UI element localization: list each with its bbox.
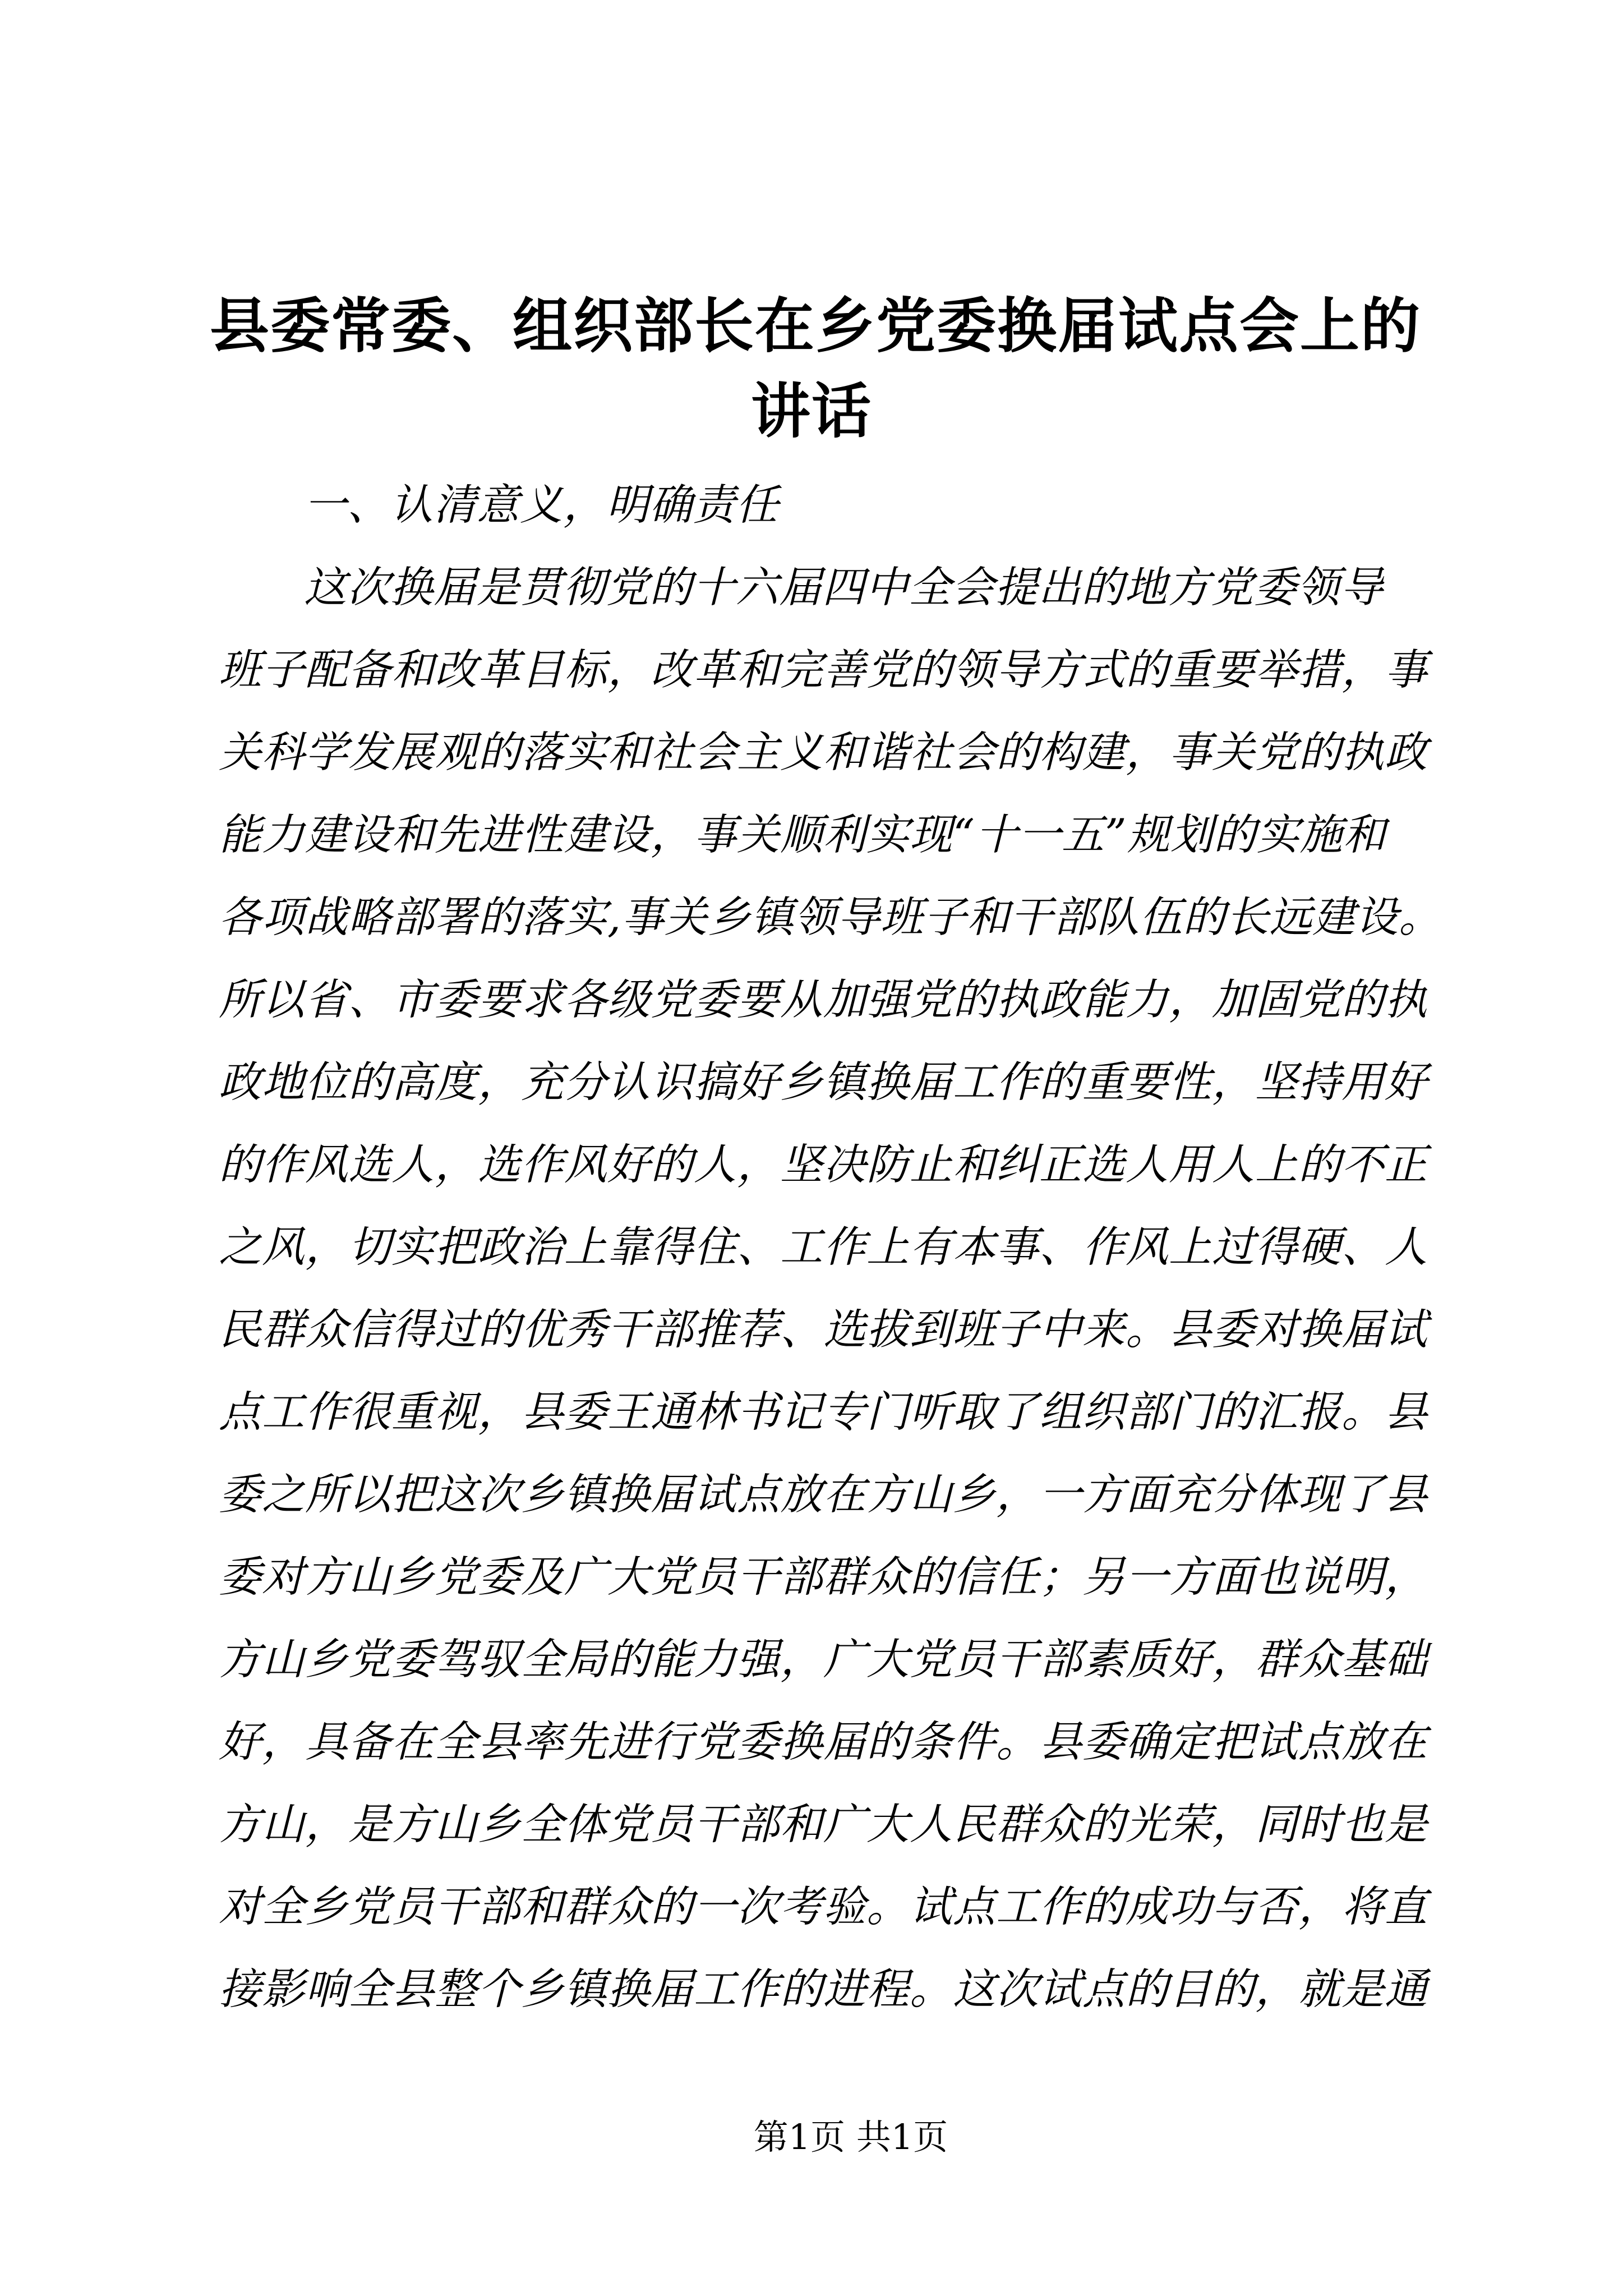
body-line: 关科学发展观的落实和社会主义和谐社会的构建，事关党的执政 bbox=[219, 727, 1428, 777]
body-line: 的作风选人，选作风好的人，坚决防止和纠正选人用人上的不正 bbox=[219, 1139, 1428, 1189]
body-line: 接影响全县整个乡镇换届工作的进程。这次试点的目的，就是通 bbox=[219, 1964, 1428, 2014]
body-line: 之风，切实把政治上靠得住、工作上有本事、作风上过得硬、人 bbox=[219, 1222, 1428, 1272]
section-heading: 一、认清意义，明确责任 bbox=[304, 480, 779, 530]
body-line: 各项战略部署的落实,事关乡镇领导班子和干部队伍的长远建设。 bbox=[219, 892, 1442, 942]
title-line-2: 讲话 bbox=[751, 376, 872, 446]
body-line: 班子配备和改革目标，改革和完善党的领导方式的重要举措，事 bbox=[219, 645, 1428, 694]
body-line: 能力建设和先进性建设，事关顺利实现“十一五”规划的实施和 bbox=[219, 809, 1386, 859]
body-line: 方山，是方山乡全体党员干部和广大人民群众的光荣，同时也是 bbox=[219, 1799, 1428, 1849]
body-line: 政地位的高度，充分认识搞好乡镇换届工作的重要性，坚持用好 bbox=[219, 1057, 1428, 1107]
body-line: 好，具备在全县率先进行党委换届的条件。县委确定把试点放在 bbox=[219, 1717, 1428, 1766]
page-footer bbox=[249, 2110, 1453, 2164]
body-line: 民群众信得过的优秀干部推荐、选拔到班子中来。县委对换届试 bbox=[219, 1304, 1428, 1354]
document-body bbox=[219, 463, 1442, 2030]
page-number: 第1页 共1页 bbox=[753, 2116, 948, 2157]
body-line: 对全乡党员干部和群众的一次考验。试点工作的成功与否，将直 bbox=[219, 1881, 1428, 1931]
body-line: 点工作很重视，县委王通林书记专门听取了组织部门的汇报。县 bbox=[219, 1387, 1428, 1437]
title-line-1: 县委常委、组织部长在乡党委换届试点会上的 bbox=[210, 291, 1421, 361]
body-line: 委之所以把这次乡镇换届试点放在方山乡，一方面充分体现了县 bbox=[219, 1469, 1428, 1519]
body-line: 所以省、市委要求各级党委要从加强党的执政能力，加固党的执 bbox=[219, 974, 1428, 1024]
body-line: 委对方山乡党委及广大党员干部群众的信任；另一方面也说明， bbox=[219, 1552, 1428, 1602]
body-line: 这次换届是贯彻党的十六届四中全会提出的地方党委领导 bbox=[304, 562, 1384, 612]
document-title bbox=[210, 283, 1421, 454]
body-line: 方山乡党委驾驭全局的能力强，广大党员干部素质好，群众基础 bbox=[219, 1634, 1428, 1684]
